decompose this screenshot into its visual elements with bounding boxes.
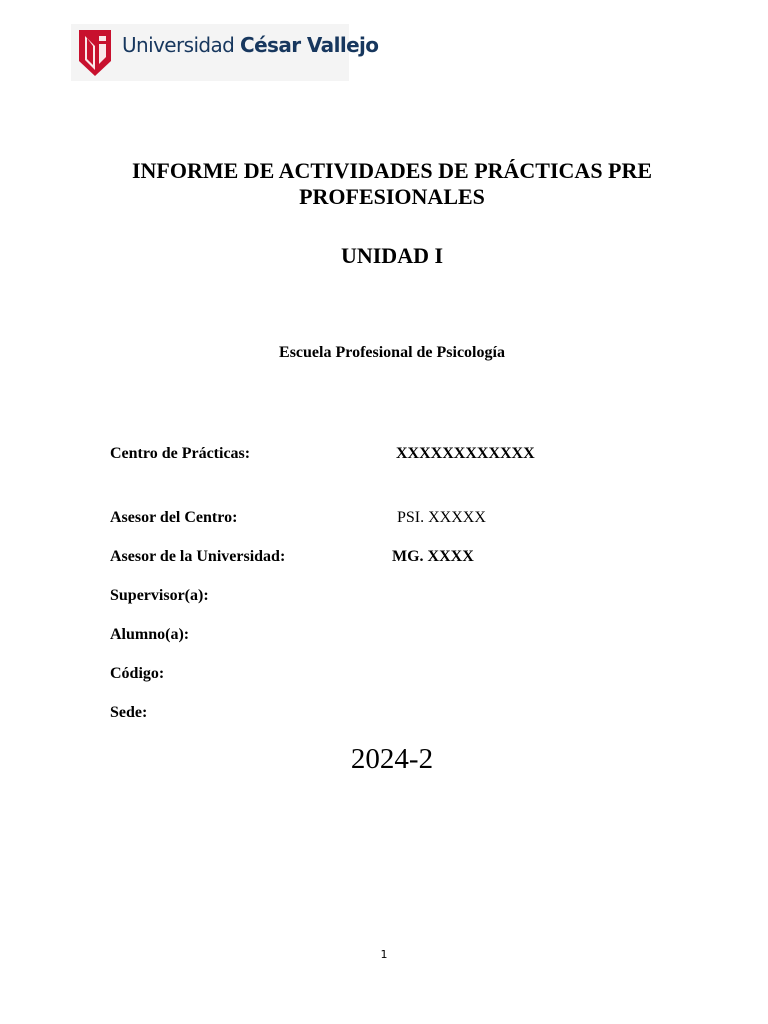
document-title-line1: INFORME DE ACTIVIDADES DE PRÁCTICAS PRE: [131, 158, 653, 183]
page-number: 1: [380, 948, 388, 961]
centro-practicas-value: XXXXXXXXXXXX: [396, 445, 535, 462]
document-title: [60, 158, 724, 210]
asesor-universidad-value: MG. XXXX: [392, 548, 474, 565]
alumno-label: Alumno(a):: [110, 626, 190, 643]
sede-label: Sede:: [110, 704, 148, 721]
university-name: [122, 33, 378, 57]
university-name-bold: César Vallejo: [240, 33, 379, 57]
asesor-universidad-label: Asesor de la Universidad:: [110, 548, 286, 565]
asesor-centro-value: PSI. XXXXX: [397, 509, 486, 526]
university-logo: [71, 24, 379, 81]
school-name: Escuela Profesional de Psicología: [279, 344, 505, 361]
centro-practicas-label: Centro de Prácticas:: [110, 445, 251, 462]
academic-period: 2024-2: [350, 743, 434, 775]
codigo-label: Código:: [110, 665, 165, 682]
document-title-line2: PROFESIONALES: [299, 184, 485, 209]
supervisor-label: Supervisor(a):: [110, 587, 209, 604]
university-name-light: Universidad: [122, 33, 241, 57]
university-crest-icon: [79, 30, 111, 76]
unit-heading: UNIDAD I: [340, 243, 444, 268]
asesor-centro-label: Asesor del Centro:: [110, 509, 238, 526]
